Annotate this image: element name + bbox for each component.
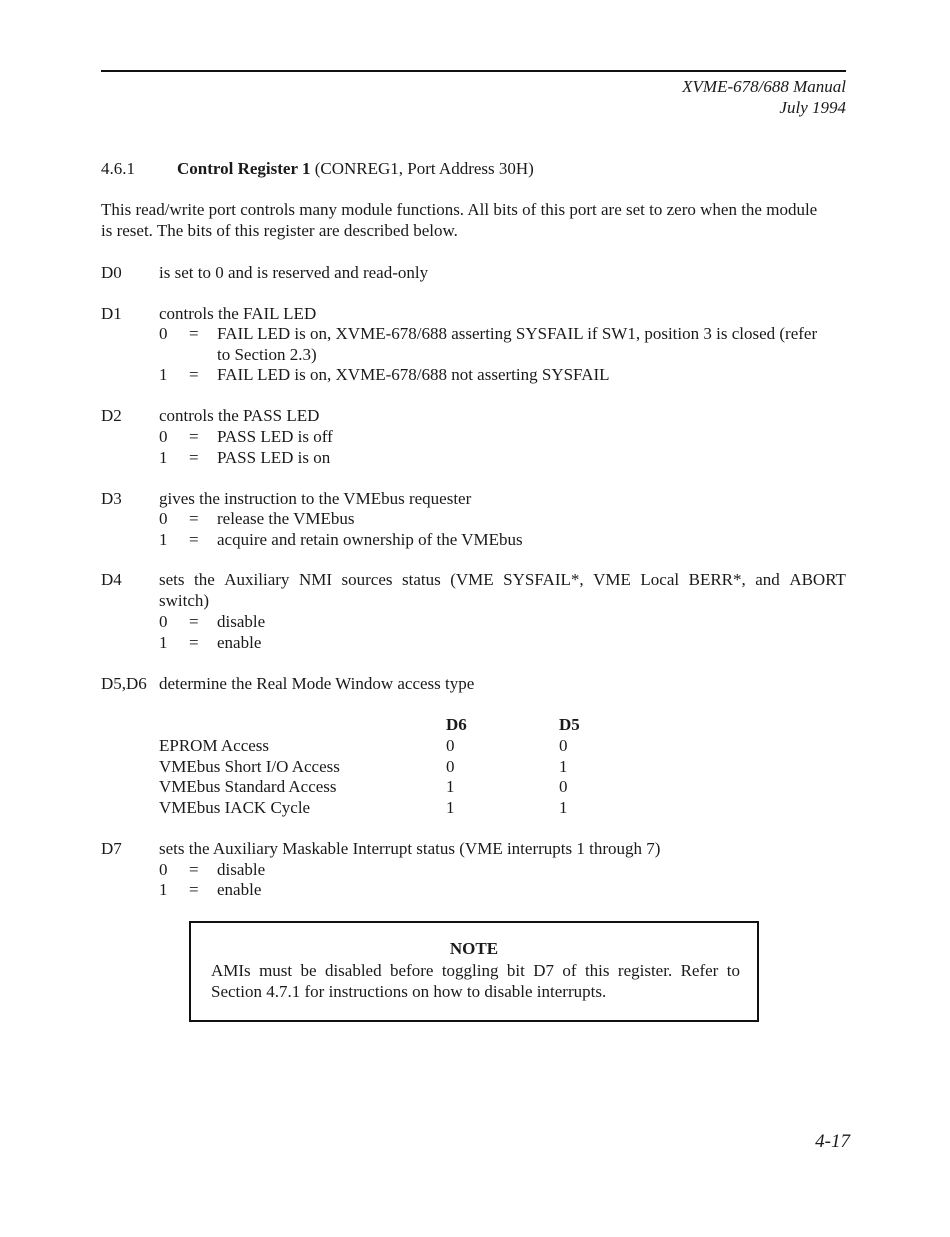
d7-opt1-text: enable (217, 880, 262, 899)
access-table-header-d5: D5 (559, 715, 580, 734)
note-line-1 (211, 960, 740, 981)
d1-opt0-text-cont: to Section 2.3) (217, 345, 317, 364)
d2-opt0-eq: = (189, 427, 199, 446)
intro-line-2: is reset. The bits of this register are described below. (101, 221, 458, 240)
access-row-d5: 1 (559, 757, 568, 776)
note-word: D7 (533, 961, 554, 980)
d4-desc-word: Local (640, 570, 680, 589)
d4-opt1-text: enable (217, 633, 262, 652)
bit-desc-d3: gives the instruction to the VMEbus requester (159, 489, 472, 508)
note-word: Refer (680, 961, 719, 980)
note-word: toggling (441, 961, 499, 980)
manual-title: XVME-678/688 Manual (682, 77, 846, 96)
d4-opt1-value: 1 (159, 633, 168, 652)
note-word: register. (617, 961, 673, 980)
bit-label-d5-d6: D5,D6 (101, 674, 147, 693)
bit-desc-d5-d6: determine the Real Mode Window access type (159, 674, 475, 693)
intro-line-1: This read/write port controls many module functions. All bits of this port are set to zero when the module (101, 200, 818, 219)
section-number: 4.6.1 (101, 159, 135, 178)
d1-opt0-value: 0 (159, 324, 168, 343)
d2-opt0-text: PASS LED is off (217, 427, 333, 446)
access-row-name: VMEbus Standard Access (159, 777, 337, 796)
d4-desc-word: NMI (298, 570, 332, 589)
note-word: be (300, 961, 317, 980)
access-row-name: EPROM Access (159, 736, 270, 755)
d4-opt1-eq: = (189, 633, 199, 652)
access-row-d6: 1 (446, 777, 455, 796)
d4-desc-word: status (401, 570, 441, 589)
access-row-d5: 0 (559, 736, 568, 755)
note-word: must (259, 961, 293, 980)
bit-desc-d4 (159, 569, 846, 590)
d3-opt0-text: release the VMEbus (217, 509, 355, 528)
d7-opt1-value: 1 (159, 880, 168, 899)
note-word: bit (506, 961, 525, 980)
d4-desc-word: sources (341, 570, 393, 589)
d2-opt1-text: PASS LED is on (217, 448, 331, 467)
d1-opt0-eq: = (189, 324, 199, 343)
note-line-2: Section 4.7.1 for instructions on how to disable interrupts. (211, 982, 607, 1001)
access-row-name: VMEbus Short I/O Access (159, 757, 340, 776)
access-row-d6: 0 (446, 736, 455, 755)
note-word: AMIs (211, 961, 251, 980)
d4-desc-word: ABORT (789, 570, 846, 589)
access-table-header-d6: D6 (446, 715, 467, 734)
d3-opt1-text: acquire and retain ownership of the VMEbus (217, 530, 523, 549)
bit-label-d3: D3 (101, 489, 122, 508)
d1-opt1-eq: = (189, 365, 199, 384)
bit-desc-d1: controls the FAIL LED (159, 304, 317, 323)
note-title: NOTE (449, 939, 499, 958)
bit-label-d7: D7 (101, 839, 122, 858)
bit-label-d4: D4 (101, 570, 122, 589)
access-row-d5: 0 (559, 777, 568, 796)
access-row-d5: 1 (559, 798, 568, 817)
d4-opt0-value: 0 (159, 612, 168, 631)
d2-opt1-eq: = (189, 448, 199, 467)
access-row-d6: 1 (446, 798, 455, 817)
section-title: Control Register 1 (177, 159, 311, 178)
d1-opt1-value: 1 (159, 365, 168, 384)
note-word: to (726, 961, 740, 980)
bit-desc-d2: controls the PASS LED (159, 406, 320, 425)
bit-desc-d7: sets the Auxiliary Maskable Interrupt status (VME interrupts 1 through 7) (159, 839, 661, 858)
d4-desc-word: VME (593, 570, 631, 589)
d4-opt0-eq: = (189, 612, 199, 631)
page-number: 4-17 (815, 1131, 850, 1152)
bit-label-d1: D1 (101, 304, 122, 323)
d4-desc-word: the (194, 570, 215, 589)
d1-opt1-text: FAIL LED is on, XVME-678/688 not asserting SYSFAIL (217, 365, 610, 384)
d4-desc-word: Auxiliary (224, 570, 290, 589)
header-rule (101, 70, 846, 72)
bit-desc-d0: is set to 0 and is reserved and read-only (159, 263, 429, 282)
bit-desc-d4-cont: switch) (159, 591, 210, 610)
manual-date: July 1994 (779, 98, 846, 117)
d3-opt0-eq: = (189, 509, 199, 528)
note-word: this (584, 961, 610, 980)
access-row-name: VMEbus IACK Cycle (159, 798, 311, 817)
d7-opt0-text: disable (217, 860, 266, 879)
d2-opt1-value: 1 (159, 448, 168, 467)
note-word: before (390, 961, 434, 980)
d4-desc-word: SYSFAIL*, (503, 570, 584, 589)
note-word: of (562, 961, 577, 980)
d7-opt0-value: 0 (159, 860, 168, 879)
bit-label-d2: D2 (101, 406, 122, 425)
d3-opt0-value: 0 (159, 509, 168, 528)
d4-opt0-text: disable (217, 612, 266, 631)
bit-label-d0: D0 (101, 263, 122, 282)
d4-desc-word: (VME (450, 570, 494, 589)
section-heading (177, 158, 534, 179)
access-row-d6: 0 (446, 757, 455, 776)
d7-opt1-eq: = (189, 880, 199, 899)
d7-opt0-eq: = (189, 860, 199, 879)
note-word: disabled (324, 961, 382, 980)
d4-desc-word: BERR*, (688, 570, 746, 589)
d2-opt0-value: 0 (159, 427, 168, 446)
d3-opt1-value: 1 (159, 530, 168, 549)
section-subtitle: (CONREG1, Port Address 30H) (314, 159, 534, 178)
d1-opt0-text: FAIL LED is on, XVME-678/688 asserting SYSFAIL if SW1, position 3 is closed (refer (217, 324, 818, 343)
d4-desc-word: sets (159, 570, 185, 589)
d3-opt1-eq: = (189, 530, 199, 549)
d4-desc-word: and (755, 570, 780, 589)
